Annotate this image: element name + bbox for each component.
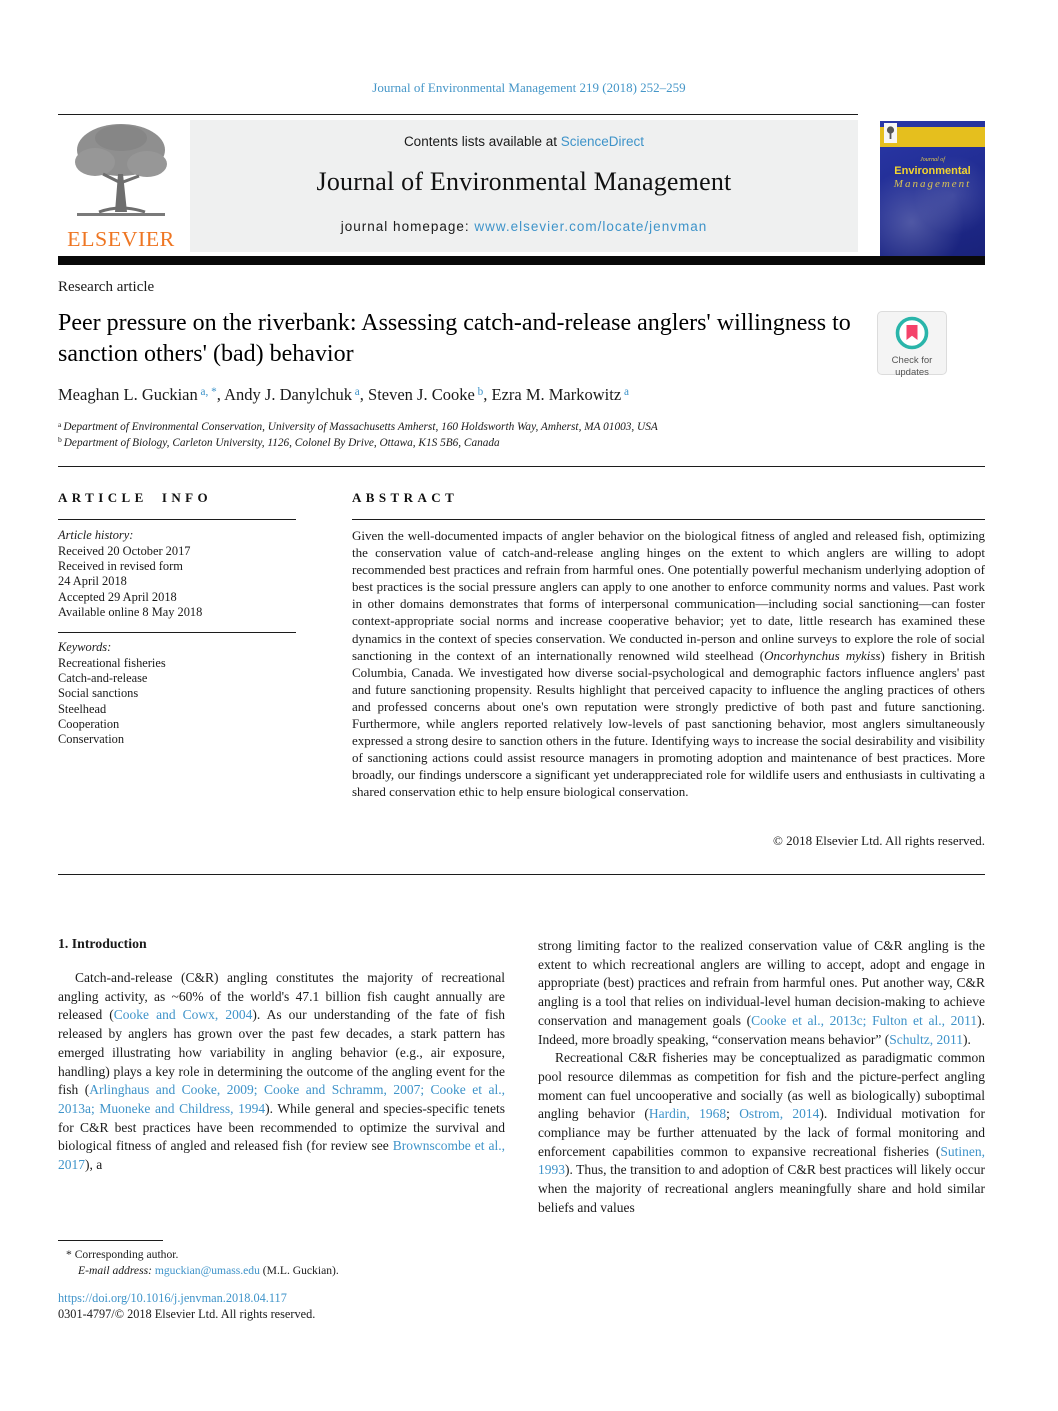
email-link[interactable]: mguckian@umass.edu	[154, 1263, 260, 1277]
link-cooke-cowx-2004[interactable]: Cooke and Cowx, 2004	[113, 1007, 253, 1023]
text-segment: Catch-and-release (C&R) angling constitutes the majority of recreational angling activity, as ~60% of the world's 47.1 billion fish caught annually are released (	[58, 970, 505, 1023]
header-divider-bar	[58, 256, 985, 265]
section-heading-introduction: 1. Introduction	[58, 936, 147, 951]
abstract-text	[352, 527, 985, 801]
article-history-label: Article history:	[58, 528, 134, 542]
link-ostrom-2014[interactable]: Ostrom, 2014	[739, 1106, 820, 1122]
text-segment: Meaghan L. Guckian	[58, 385, 198, 404]
homepage-link[interactable]: www.elsevier.com/locate/jenvman	[474, 219, 708, 234]
affiliation-a	[58, 420, 958, 436]
text-segment: ).	[963, 1031, 971, 1047]
text-segment: Given the well-documented impacts of angler behavior on the biological fitness of angled and released fish, optimizing the conservation value of catch-and-release angling hinges on the extent to which anglers are willing to adopt recommended best practices and refrain from harmful ones. One potentially powerful mechanism underlying adoption of best practices is the social pressure anglers can apply to one another to enforce community norms and values. Past work in other domains demonstrates that forms of interpersonal communication—including social sanctioning—can foster context-appropriate social norms and increase cooperative behavior; yet to date, little research has examined these dynamics in the context of species conservation. We conducted in-person and online surveys to explore the role of social sanctioning in the context of an internationally renowned wild steelhead (	[352, 528, 985, 663]
article-head-rule	[58, 466, 985, 467]
article-type-label: Research article	[58, 279, 155, 295]
abstract-rule	[352, 519, 985, 520]
history-line: Received 20 October 2017	[58, 544, 191, 558]
check-badge-label-line2: updates	[895, 366, 929, 378]
text-segment: E-mail address:	[78, 1263, 155, 1277]
contents-text: Contents lists available at	[403, 134, 561, 149]
text-segment: ). Individual motivation for compliance may be further attenuated by the lack of formal monitoring and enforcement capabilities common to expansive recreational fisheries (	[538, 1106, 985, 1159]
abstract-heading: ABSTRACT	[352, 490, 459, 505]
article-title: Peer pressure on the riverbank: Assessing catch-and-release anglers' willingness to sanction others' (bad) behavior	[58, 310, 851, 367]
text-segment: , Steven J. Cooke	[359, 385, 475, 404]
text-segment: ). As our understanding of the fate of fish released by anglers has grown over the past few decades, a stark pattern has emerged illustrating how variability in angling behavior (e.g., air exposure, handling) plays a key role in determining the outcome of the angling event for the fish (	[58, 1007, 506, 1098]
article-info-rule	[58, 519, 296, 520]
text-segment: b	[58, 435, 64, 445]
paragraph	[538, 1049, 985, 1217]
check-badge-label-line1: Check for	[891, 355, 933, 366]
text-segment: strong limiting factor to the realized conservation value of C&R angling is the extent to which recreational anglers are willing to accept, adopt and engage in appropriate (best) practices and refrain from harmful ones. Put another way, C&R angling is a tool that relies on individual-level human decision-making to achieve conservation and management goals (	[538, 938, 985, 1028]
text-segment: ). Indeed, more broadly speaking, “conservation means behavior” (	[538, 1012, 986, 1047]
elsevier-tree-icon	[69, 120, 173, 220]
journal-header-box	[190, 120, 858, 252]
history-line: Available online 8 May 2018	[58, 604, 203, 619]
contents-line	[190, 134, 858, 149]
text-segment: a	[58, 419, 64, 429]
text-segment: Recreational C&R fisheries may be conceptualized as paradigmatic common pool resource dilemmas as competition for fish and the picture-perfect angling moment can fuel uncooperative and socially (as well as biologically) suboptimal angling behavior (	[538, 1050, 985, 1122]
history-line: Accepted 29 April 2018	[58, 589, 177, 604]
link-hardin-1968[interactable]: Hardin, 1968	[648, 1106, 727, 1122]
keyword: Social sanctions	[58, 686, 139, 701]
text-segment: Department of Biology, Carleton University, 1126, Colonel By Drive, Ottawa, K1S 5B6, Canada	[63, 436, 500, 449]
check-for-updates-badge[interactable]	[877, 311, 947, 378]
affiliations	[58, 420, 958, 451]
homepage-text: journal homepage:	[340, 219, 475, 234]
corresponding-author-note: * Corresponding author.	[66, 1248, 179, 1261]
elsevier-logo	[58, 120, 184, 252]
intro-paragraph	[58, 969, 505, 1175]
cover-title-environmental: Environmental	[894, 165, 971, 177]
history-line: 24 April 2018	[58, 574, 127, 589]
cover-elsevier-mini-logo	[884, 123, 897, 143]
journal-citation-header: Journal of Environmental Management 219 (2018) 252–259	[372, 80, 686, 95]
mini-tree-icon	[886, 126, 895, 140]
crossmark-icon	[895, 316, 929, 350]
keyword: Catch-and-release	[58, 671, 148, 686]
article-history	[58, 544, 298, 620]
keywords-list	[58, 656, 298, 747]
author-danylchuk-affil-ref[interactable]: a	[351, 385, 360, 398]
text-segment: ). While general and species-specific tenets for C&R best practices have been recommended to optimize the survival and biological fitness of angled and released fish (for review see	[58, 1100, 505, 1154]
link-arlinghaus-cooke-schramm-muoneke[interactable]: Arlinghaus and Cooke, 2009; Cooke and Schramm, 2007; Cooke et al., 2013a; Muoneke and Childress, 1994	[58, 1082, 505, 1116]
author-cooke-affil-ref[interactable]: b	[474, 385, 484, 398]
text-segment: (M.L. Guckian).	[259, 1263, 339, 1277]
footnote-rule	[58, 1240, 163, 1241]
keyword: Recreational fisheries	[58, 656, 166, 670]
body-divider-rule	[58, 874, 985, 875]
text-segment: , Andy J. Danylchuk	[216, 385, 352, 404]
text-segment: ). Thus, the transition to and adoption of C&R best practices will likely occur when the majority of recreational anglers meaningfully share and hold similar beliefs and values	[538, 1162, 985, 1215]
authors-line	[58, 385, 958, 405]
text-segment: ;	[726, 1106, 740, 1122]
paragraph	[58, 969, 505, 1175]
link-sutinen-1993[interactable]: Sutinen, 1993	[538, 1143, 985, 1178]
link-brownscombe-2017[interactable]: Brownscombe et al., 2017	[58, 1138, 505, 1173]
affiliation-b	[58, 436, 958, 452]
article-info-heading: ARTICLE INFO	[58, 490, 213, 505]
link-schultz-2011[interactable]: Schultz, 2011	[889, 1031, 963, 1047]
homepage-line	[190, 219, 858, 234]
journal-title: Journal of Environmental Management	[316, 167, 732, 196]
author-guckian-affil-ref[interactable]: a, *	[197, 385, 217, 398]
header-top-rule	[58, 114, 858, 115]
text-segment: Department of Environmental Conservation, University of Massachusetts Amherst, 160 Holdsworth Way, Amherst, MA 01003, USA	[63, 421, 658, 433]
keyword: Steelhead	[58, 701, 107, 716]
cover-title-journal-of: Journal of	[920, 157, 945, 163]
text-segment: ), a	[85, 1157, 103, 1173]
keyword: Conservation	[58, 732, 125, 747]
issn-copyright-line: 0301-4797/© 2018 Elsevier Ltd. All rights reserved.	[58, 1307, 316, 1321]
keywords-label: Keywords:	[58, 640, 112, 654]
history-line: Received in revised form	[58, 559, 183, 574]
elsevier-wordmark: ELSEVIER	[67, 227, 175, 251]
cover-title-management: Management	[893, 178, 972, 190]
doi-link[interactable]: https://doi.org/10.1016/j.jenvman.2018.04.117	[58, 1291, 287, 1305]
keyword: Cooperation	[58, 716, 120, 731]
footnote	[58, 1247, 505, 1278]
right-column	[538, 937, 985, 1218]
author-markowitz-affil-ref[interactable]: a	[621, 385, 629, 398]
keywords-rule	[58, 632, 296, 633]
text-segment: Oncorhynchus mykiss	[764, 647, 881, 663]
text-segment: , Ezra M. Markowitz	[483, 385, 622, 404]
link-cooke-2013c-fulton-2011[interactable]: Cooke et al., 2013c; Fulton et al., 2011	[751, 1012, 978, 1028]
text-segment: ) fishery in British Columbia, Canada. We investigated how diverse social-psychological and demographic factors influence anglers' past and future sanctioning propensity. Results highlight that perceived capacity to influence the angling practices of others and professed concerns about one's own reputation were strongly predictive of both past and future sanctioning. Furthermore, while anglers reported relatively low-levels of past sanctioning behavior, most anglers simultaneously expressed a strong desire to sanction others in the future. Identifying ways to increase the social desirability and visibility of sanctioning actions could assist resource managers in promoting adoption and maintenance of best practices. More broadly, our findings underscore a significant yet underappreciated role for wildlife users and enthusiasts in cultivating a shared conservation ethic to help ensure biological conservation.	[352, 647, 986, 800]
journal-cover-thumbnail	[880, 121, 985, 256]
email-line	[58, 1263, 505, 1279]
paragraph	[538, 937, 985, 1049]
sciencedirect-link[interactable]: ScienceDirect	[560, 134, 645, 149]
abstract-copyright: © 2018 Elsevier Ltd. All rights reserved.	[772, 833, 985, 848]
